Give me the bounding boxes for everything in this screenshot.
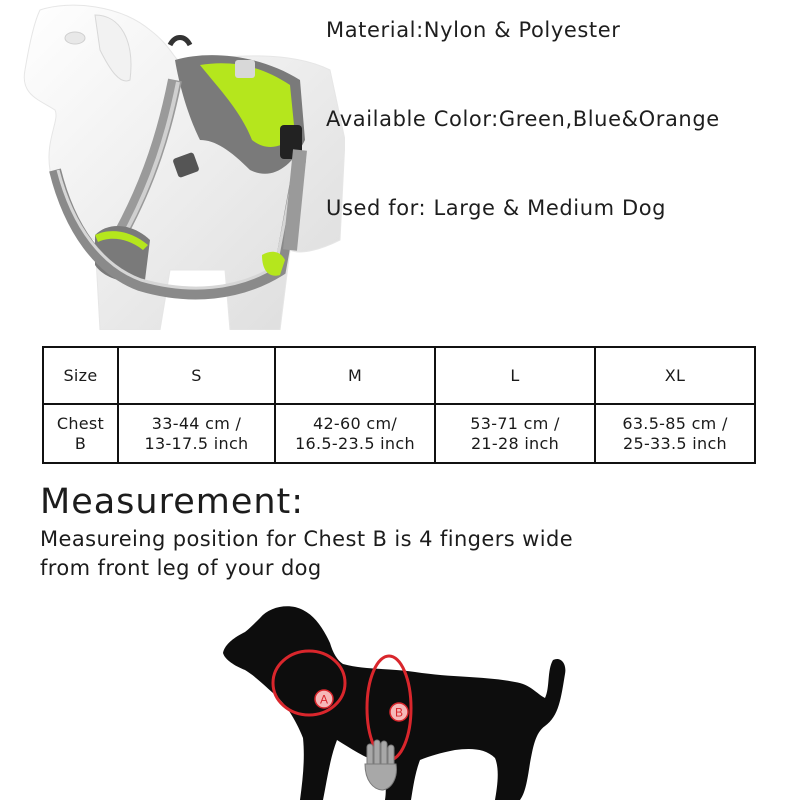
dog-measurement-diagram bbox=[215, 598, 585, 800]
header-size: Size bbox=[43, 347, 118, 404]
row-label-line2: B bbox=[74, 433, 87, 453]
header-m: M bbox=[275, 347, 435, 404]
harness-product-illustration bbox=[0, 0, 345, 330]
marker-b-label: B bbox=[394, 705, 404, 720]
header-xl: XL bbox=[595, 347, 755, 404]
row-label-chest-b bbox=[43, 404, 118, 463]
header-l: L bbox=[435, 347, 595, 404]
cell-xl-inch: 25-33.5 inch bbox=[623, 433, 727, 453]
measurement-description bbox=[40, 525, 680, 583]
cell-xl bbox=[595, 404, 755, 463]
cell-m bbox=[275, 404, 435, 463]
row-label-line1: Chest bbox=[56, 413, 105, 433]
four-fingers-hand-icon bbox=[365, 740, 396, 790]
header-s: S bbox=[118, 347, 275, 404]
marker-a-label: A bbox=[319, 692, 329, 707]
cell-l-cm: 53-71 cm / bbox=[470, 413, 560, 433]
cell-s-cm: 33-44 cm / bbox=[151, 413, 242, 433]
cell-m-inch: 16.5-23.5 inch bbox=[295, 433, 415, 453]
cell-s-inch: 13-17.5 inch bbox=[144, 433, 249, 453]
spec-material: Material:Nylon & Polyester bbox=[326, 18, 621, 42]
table-header-row bbox=[43, 347, 755, 404]
spec-available-color: Available Color:Green,Blue&Orange bbox=[326, 107, 720, 131]
measurement-line-2: from front leg of your dog bbox=[40, 556, 322, 580]
cell-l bbox=[435, 404, 595, 463]
spec-used-for: Used for: Large & Medium Dog bbox=[326, 196, 667, 220]
measurement-title: Measurement: bbox=[40, 482, 305, 522]
size-chart-table bbox=[42, 346, 756, 464]
cell-l-inch: 21-28 inch bbox=[470, 433, 560, 453]
cell-m-cm: 42-60 cm/ bbox=[312, 413, 398, 433]
cell-s bbox=[118, 404, 275, 463]
measurement-line-1: Measureing position for Chest B is 4 fingers wide bbox=[40, 527, 574, 551]
table-row-chest bbox=[43, 404, 755, 463]
cell-xl-cm: 63.5-85 cm / bbox=[622, 413, 728, 433]
